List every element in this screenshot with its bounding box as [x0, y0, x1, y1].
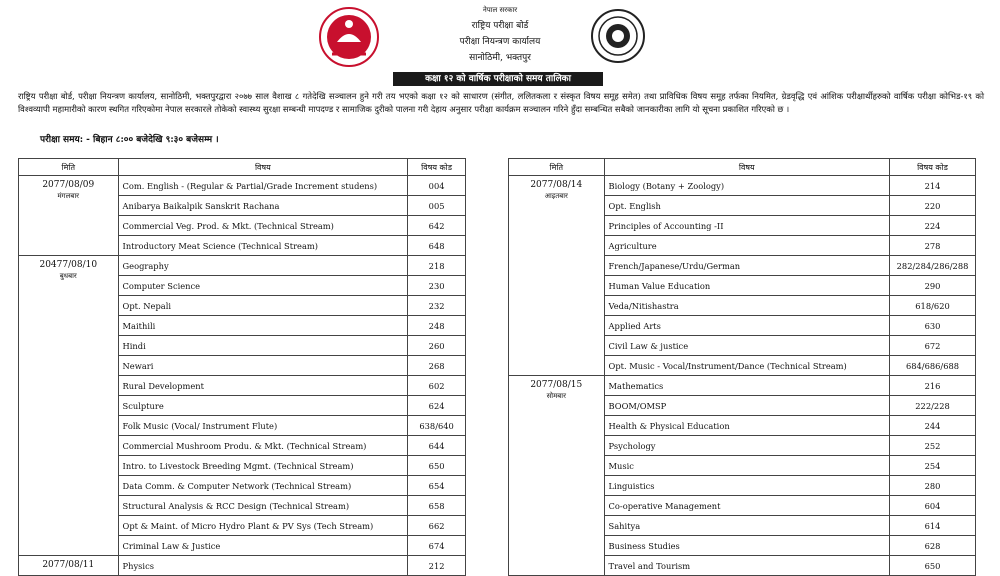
exam-weekday: बुधबार	[59, 272, 77, 280]
code-cell: 254	[890, 456, 976, 476]
subject-cell: Geography	[118, 256, 408, 276]
board-heading: राष्ट्रिय परीक्षा बोर्ड	[471, 21, 529, 31]
code-cell: 232	[408, 296, 466, 316]
subject-cell: Psychology	[604, 436, 890, 456]
date-cell	[509, 176, 605, 376]
code-cell: 654	[408, 476, 466, 496]
subject-cell: Agriculture	[604, 236, 890, 256]
col-header-date: मिति	[19, 159, 119, 176]
subject-cell: Civil Law & justice	[604, 336, 890, 356]
table-row	[19, 176, 466, 196]
subject-cell: French/Japanese/Urdu/German	[604, 256, 890, 276]
table-row	[19, 256, 466, 276]
subject-cell: Maithili	[118, 316, 408, 336]
code-cell: 218	[408, 256, 466, 276]
code-cell: 650	[408, 456, 466, 476]
code-cell: 216	[890, 376, 976, 396]
exam-date: 2077/08/14	[530, 180, 583, 190]
subject-cell: Com. English - (Regular & Partial/Grade Increment studens)	[118, 176, 408, 196]
code-cell: 248	[408, 316, 466, 336]
code-cell: 624	[408, 396, 466, 416]
subject-cell: Hindi	[118, 336, 408, 356]
subject-cell: Opt. English	[604, 196, 890, 216]
subject-cell: Veda/Nitishastra	[604, 296, 890, 316]
table-row	[509, 376, 976, 396]
code-cell: 268	[408, 356, 466, 376]
office-heading: परीक्षा नियन्त्रण कार्यालय	[459, 37, 541, 47]
table-row	[509, 176, 976, 196]
exam-date: 2077/08/11	[42, 560, 95, 570]
code-cell: 244	[890, 416, 976, 436]
code-cell: 648	[408, 236, 466, 256]
date-cell	[19, 176, 119, 256]
exam-weekday: मंगलबार	[57, 192, 80, 200]
subject-cell: Computer Science	[118, 276, 408, 296]
code-cell: 278	[890, 236, 976, 256]
subject-cell: Business Studies	[604, 536, 890, 556]
subject-cell: Physics	[118, 556, 408, 576]
govt-heading: नेपाल सरकार	[482, 6, 518, 14]
code-cell: 004	[408, 176, 466, 196]
code-cell: 005	[408, 196, 466, 216]
subject-cell: Folk Music (Vocal/ Instrument Flute)	[118, 416, 408, 436]
code-cell: 604	[890, 496, 976, 516]
subject-cell: Biology (Botany + Zoology)	[604, 176, 890, 196]
code-cell: 650	[890, 556, 976, 576]
code-cell: 602	[408, 376, 466, 396]
subject-cell: Sahitya	[604, 516, 890, 536]
code-cell: 684/686/688	[890, 356, 976, 376]
exam-date: 2077/08/09	[42, 180, 95, 190]
subject-cell: Commercial Veg. Prod. & Mkt. (Technical Stream)	[118, 216, 408, 236]
subject-cell: Newari	[118, 356, 408, 376]
exam-weekday: आइतबार	[544, 192, 568, 200]
code-cell: 224	[890, 216, 976, 236]
subject-cell: Music	[604, 456, 890, 476]
code-cell: 212	[408, 556, 466, 576]
code-cell: 630	[890, 316, 976, 336]
subject-cell: Commercial Mushroom Produ. & Mkt. (Technical Stream)	[118, 436, 408, 456]
col-header-code: विषय कोड	[408, 159, 466, 176]
subject-cell: Opt. Nepali	[118, 296, 408, 316]
subject-cell: Anibarya Baikalpik Sanskrit Rachana	[118, 196, 408, 216]
code-cell: 280	[890, 476, 976, 496]
subject-cell: Travel and Tourism	[604, 556, 890, 576]
exam-date: 2077/08/15	[530, 380, 583, 390]
col-header-subject: विषय	[118, 159, 408, 176]
subject-cell: Sculpture	[118, 396, 408, 416]
code-cell: 222/228	[890, 396, 976, 416]
subject-cell: Applied Arts	[604, 316, 890, 336]
subject-cell: Rural Development	[118, 376, 408, 396]
subject-cell: Human Value Education	[604, 276, 890, 296]
subject-cell: Health & Physical Education	[604, 416, 890, 436]
code-cell: 290	[890, 276, 976, 296]
code-cell: 628	[890, 536, 976, 556]
date-cell	[19, 256, 119, 556]
code-cell: 230	[408, 276, 466, 296]
schedule-table-left	[18, 158, 466, 576]
col-header-subject: विषय	[604, 159, 890, 176]
code-cell: 672	[890, 336, 976, 356]
exam-time-note: परीक्षा समय: - बिहान ८:०० बजेदेखि ९:३० बजेसम्म ।	[40, 135, 219, 145]
code-cell: 674	[408, 536, 466, 556]
schedule-table-right	[508, 158, 976, 576]
notice-paragraph: राष्ट्रिय परीक्षा बोर्ड, परीक्षा नियन्त्रण कार्यालय, सानोठिमी, भक्तपुरद्वारा २०७७ साल वैशाख ८ गतेदेखि सञ्चालन हुने गरी तय भएको कक्षा १२ को साधारण (संगीत, ललितकला र संस्कृत विषय समूह समेत) तथा प्राविधिक विषय समूह तर्फका नियमित, ग्रेडवृद्धि एवं आंशिक परीक्षार्थीहरुको वार्षिक परीक्षा कोभिड-१९ को विश्वव्यापी महामारीको कारण स्थगित गरिएकोमा नेपाल सरकारले तोकेको स्वास्थ्य सुरक्षा सम्बन्धी मापदण्ड र सामाजिक दुरीको पालना गरी देहाय अनुसार परीक्षा कार्यक्रम सञ्चालन गरिने हुँदा सम्बन्धित सबैको जानकारीका लागि यो सूचना प्रकाशित गरिएको छ ।	[18, 91, 984, 114]
exam-weekday: सोमबार	[546, 392, 566, 400]
subject-cell: Mathematics	[604, 376, 890, 396]
code-cell: 642	[408, 216, 466, 236]
code-cell: 644	[408, 436, 466, 456]
code-cell: 618/620	[890, 296, 976, 316]
code-cell: 658	[408, 496, 466, 516]
subject-cell: Data Comm. & Computer Network (Technical Stream)	[118, 476, 408, 496]
exam-date: 20477/08/10	[39, 260, 98, 270]
place-heading: सानोठिमी, भक्तपुर	[469, 53, 531, 63]
subject-cell: Introductory Meat Science (Technical Stream)	[118, 236, 408, 256]
subject-cell: Opt & Maint. of Micro Hydro Plant & PV Sys (Tech Stream)	[118, 516, 408, 536]
subject-cell: Intro. to Livestock Breeding Mgmt. (Technical Stream)	[118, 456, 408, 476]
code-cell: 260	[408, 336, 466, 356]
col-header-date: मिति	[509, 159, 605, 176]
col-header-code: विषय कोड	[890, 159, 976, 176]
subject-cell: Structural Analysis & RCC Design (Technical Stream)	[118, 496, 408, 516]
page-title: कक्षा १२ को वार्षिक परीक्षाको समय तालिका	[393, 72, 603, 86]
code-cell: 282/284/286/288	[890, 256, 976, 276]
subject-cell: Opt. Music - Vocal/Instrument/Dance (Technical Stream)	[604, 356, 890, 376]
subject-cell: BOOM/OMSP	[604, 396, 890, 416]
subject-cell: Co-operative Management	[604, 496, 890, 516]
code-cell: 220	[890, 196, 976, 216]
subject-cell: Principles of Accounting -II	[604, 216, 890, 236]
code-cell: 638/640	[408, 416, 466, 436]
subject-cell: Linguistics	[604, 476, 890, 496]
date-cell	[509, 376, 605, 576]
code-cell: 252	[890, 436, 976, 456]
code-cell: 662	[408, 516, 466, 536]
code-cell: 614	[890, 516, 976, 536]
code-cell: 214	[890, 176, 976, 196]
subject-cell: Criminal Law & Justice	[118, 536, 408, 556]
